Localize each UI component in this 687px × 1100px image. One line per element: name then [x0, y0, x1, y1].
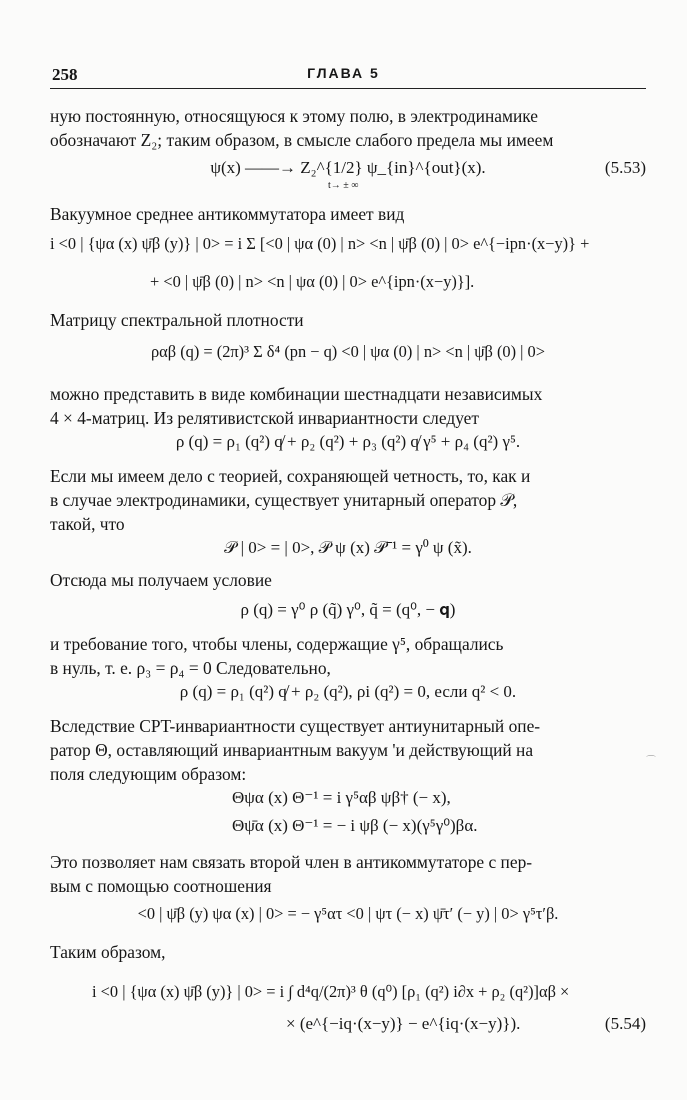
limit-label: t→ ± ∞ — [328, 180, 359, 191]
equation-anticommutator-line-1: i <0 | {ψα (x) ψ̄β (y)} | 0> = i Σ [<0 | ψα (0) | n> <n | ψ̄β (0) | 0> e^{−ipn·(x−y)} + — [50, 234, 590, 253]
equation-cpt-relation: <0 | ψ̄β (y) ψα (x) | 0> = − γ⁵ατ <0 | ψτ (− x) ψ̄τ′ (− y) | 0> γ⁵τ′β. — [137, 904, 559, 923]
equation-number: (5.54) — [604, 1014, 646, 1033]
paragraph-5 — [50, 464, 646, 536]
header-rule — [50, 88, 646, 89]
text-line: и требование того, чтобы члены, содержащие γ⁵, обращались — [50, 634, 504, 654]
equation-5-54-line-2: × (e^{−iq·(x−y)} − e^{iq·(x−y)}). — [286, 1014, 521, 1033]
paragraph-8 — [50, 714, 646, 786]
text-line: поля следующим образом: — [50, 764, 247, 784]
equation-rho-reduced: ρ (q) = ρ₁ (q²) q̸ + ρ₂ (q²), ρi (q²) = 0, если q² < 0. — [179, 682, 517, 701]
text-line: Это позволяет нам связать второй член в антикоммутаторе с пер- — [50, 852, 533, 872]
text-line: обозначают Z₂; таким образом, в смысле слабого предела мы имеем — [50, 130, 554, 150]
paragraph-10: Таким образом, — [50, 942, 166, 962]
text-line: в случае электродинамики, существует унитарный оператор 𝒫, — [50, 490, 518, 510]
equation-5-53 — [50, 158, 646, 191]
margin-mark-icon: ⌒ — [646, 756, 656, 767]
paragraph-1 — [50, 104, 646, 152]
paragraph-2: Вакуумное среднее антикоммутатора имеет вид — [50, 204, 405, 224]
text-line: можно представить в виде комбинации шестнадцати независимых — [50, 384, 543, 404]
paragraph-9 — [50, 850, 646, 898]
text-line: ратор Θ, оставляющий инвариантным вакуум 'и действующий на — [50, 740, 534, 760]
equation-cpt-line-2: Θψ̄α (x) Θ⁻¹ = − i ψβ (− x)(γ⁵γ⁰)βα. — [232, 816, 478, 835]
equation-parity-condition: ρ (q) = γ⁰ ρ (q̃) γ⁰, q̃ = (q⁰, − 𝐪) — [240, 600, 456, 619]
equation-parity-operator: 𝒫 | 0> = | 0>, 𝒫 ψ (x) 𝒫⁻¹ = γ⁰ ψ (x̃). — [224, 538, 472, 557]
paragraph-3: Матрицу спектральной плотности — [50, 310, 304, 330]
page-number: 258 — [52, 65, 78, 84]
paragraph-6: Отсюда мы получаем условие — [50, 570, 272, 590]
text-line: такой, что — [50, 514, 125, 534]
paragraph-4 — [50, 382, 646, 430]
chapter-heading: ГЛАВА 5 — [307, 65, 380, 81]
text-line: вым с помощью соотношения — [50, 876, 272, 896]
equation-cpt-line-1: Θψα (x) Θ⁻¹ = i γ⁵αβ ψβ† (− x), — [232, 788, 451, 807]
text-line: в нуль, т. е. ρ₃ = ρ₄ = 0 Следовательно, — [50, 658, 331, 678]
equation-number: (5.53) — [604, 158, 646, 177]
equation-5-54-line-1: i <0 | {ψα (x) ψ̄β (y)} | 0> = i ∫ d⁴q/(2π)³ θ (q⁰) [ρ₁ (q²) i∂x + ρ₂ (q²)]αβ × — [92, 982, 570, 1001]
text-line: ную постоянную, относящуюся к этому полю, в электродинамике — [50, 106, 539, 126]
equation-spectral-density: ραβ (q) = (2π)³ Σ δ⁴ (pn − q) <0 | ψα (0) | n> <n | ψ̄β (0) | 0> — [151, 342, 545, 361]
text-line: 4 × 4-матриц. Из релятивистской инвариантности следует — [50, 408, 479, 428]
text-line: Вследствие CPT-инвариантности существует антиунитарный опе- — [50, 716, 541, 736]
paragraph-7 — [50, 632, 646, 680]
equation-body: ψ(x) ——→ Z₂^{1/2} ψ_{in}^{out}(x). — [210, 158, 486, 177]
equation-rho-decomposition: ρ (q) = ρ₁ (q²) q̸ + ρ₂ (q²) + ρ₃ (q²) q̸ γ⁵ + ρ₄ (q²) γ⁵. — [175, 432, 521, 451]
equation-anticommutator-line-2: + <0 | ψ̄β (0) | n> <n | ψα (0) | 0> e^{ipn·(x−y)}]. — [150, 272, 475, 291]
text-line: Если мы имеем дело с теорией, сохраняющей четность, то, как и — [50, 466, 531, 486]
